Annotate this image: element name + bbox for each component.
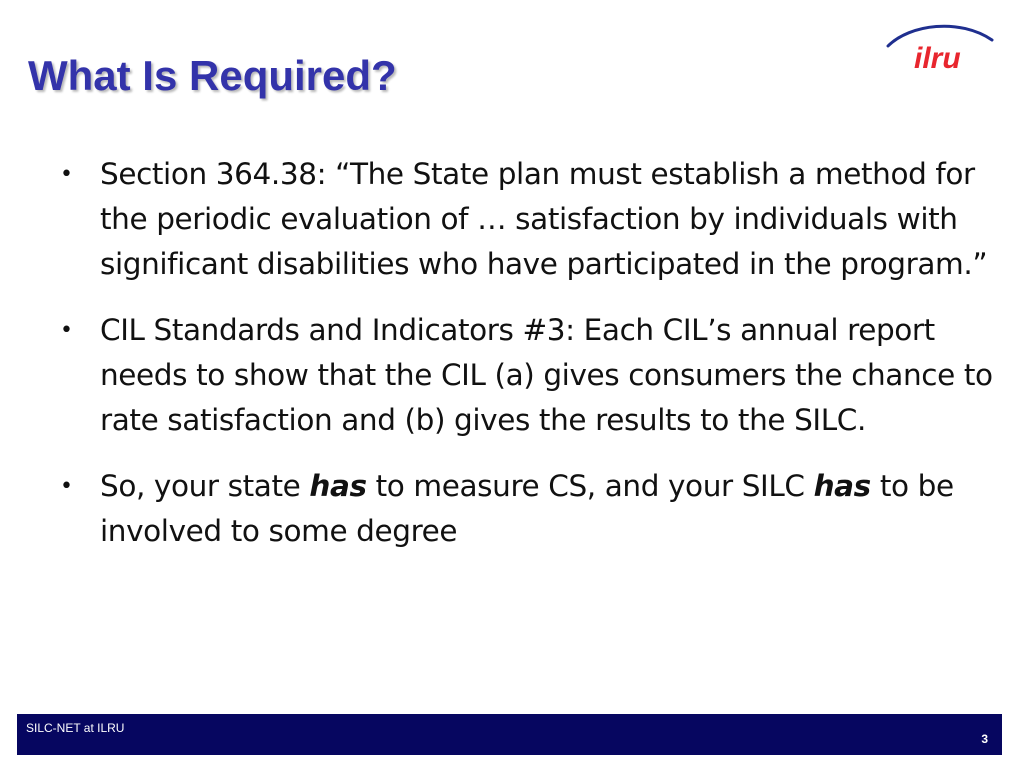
bullet-item	[58, 308, 1008, 443]
page-number: 3	[981, 732, 988, 746]
bullet-text-part: to measure CS, and your SILC	[366, 469, 814, 503]
bullet-list	[58, 152, 1008, 575]
footer-bar	[17, 714, 1002, 755]
bullet-item	[58, 152, 1008, 287]
bullet-text: CIL Standards and Indicators #3: Each CIL’s annual report needs to show that the CIL (a) gives consumers the chance to rate satisfaction and (b) gives the results to the SILC.	[100, 313, 993, 437]
bullet-marker: •	[60, 318, 73, 343]
logo-text: ilru	[914, 42, 961, 75]
ilru-logo-icon	[880, 20, 1000, 80]
bullet-marker: •	[60, 474, 73, 499]
bullet-text: Section 364.38: “The State plan must establish a method for the periodic evaluation of … satisfaction by individuals with significant disabilities who have participated in the program.”	[100, 157, 988, 281]
bullet-text-part: So, your state	[100, 469, 310, 503]
bullet-marker: •	[60, 162, 73, 187]
bullet-item	[58, 464, 1008, 554]
emphasis-has: has	[813, 469, 871, 503]
bullet-text-part: to be involved to some degree	[100, 469, 954, 548]
emphasis-has: has	[309, 469, 367, 503]
footer-label: SILC-NET at ILRU	[26, 721, 125, 735]
slide-title: What Is Required?	[28, 52, 397, 99]
